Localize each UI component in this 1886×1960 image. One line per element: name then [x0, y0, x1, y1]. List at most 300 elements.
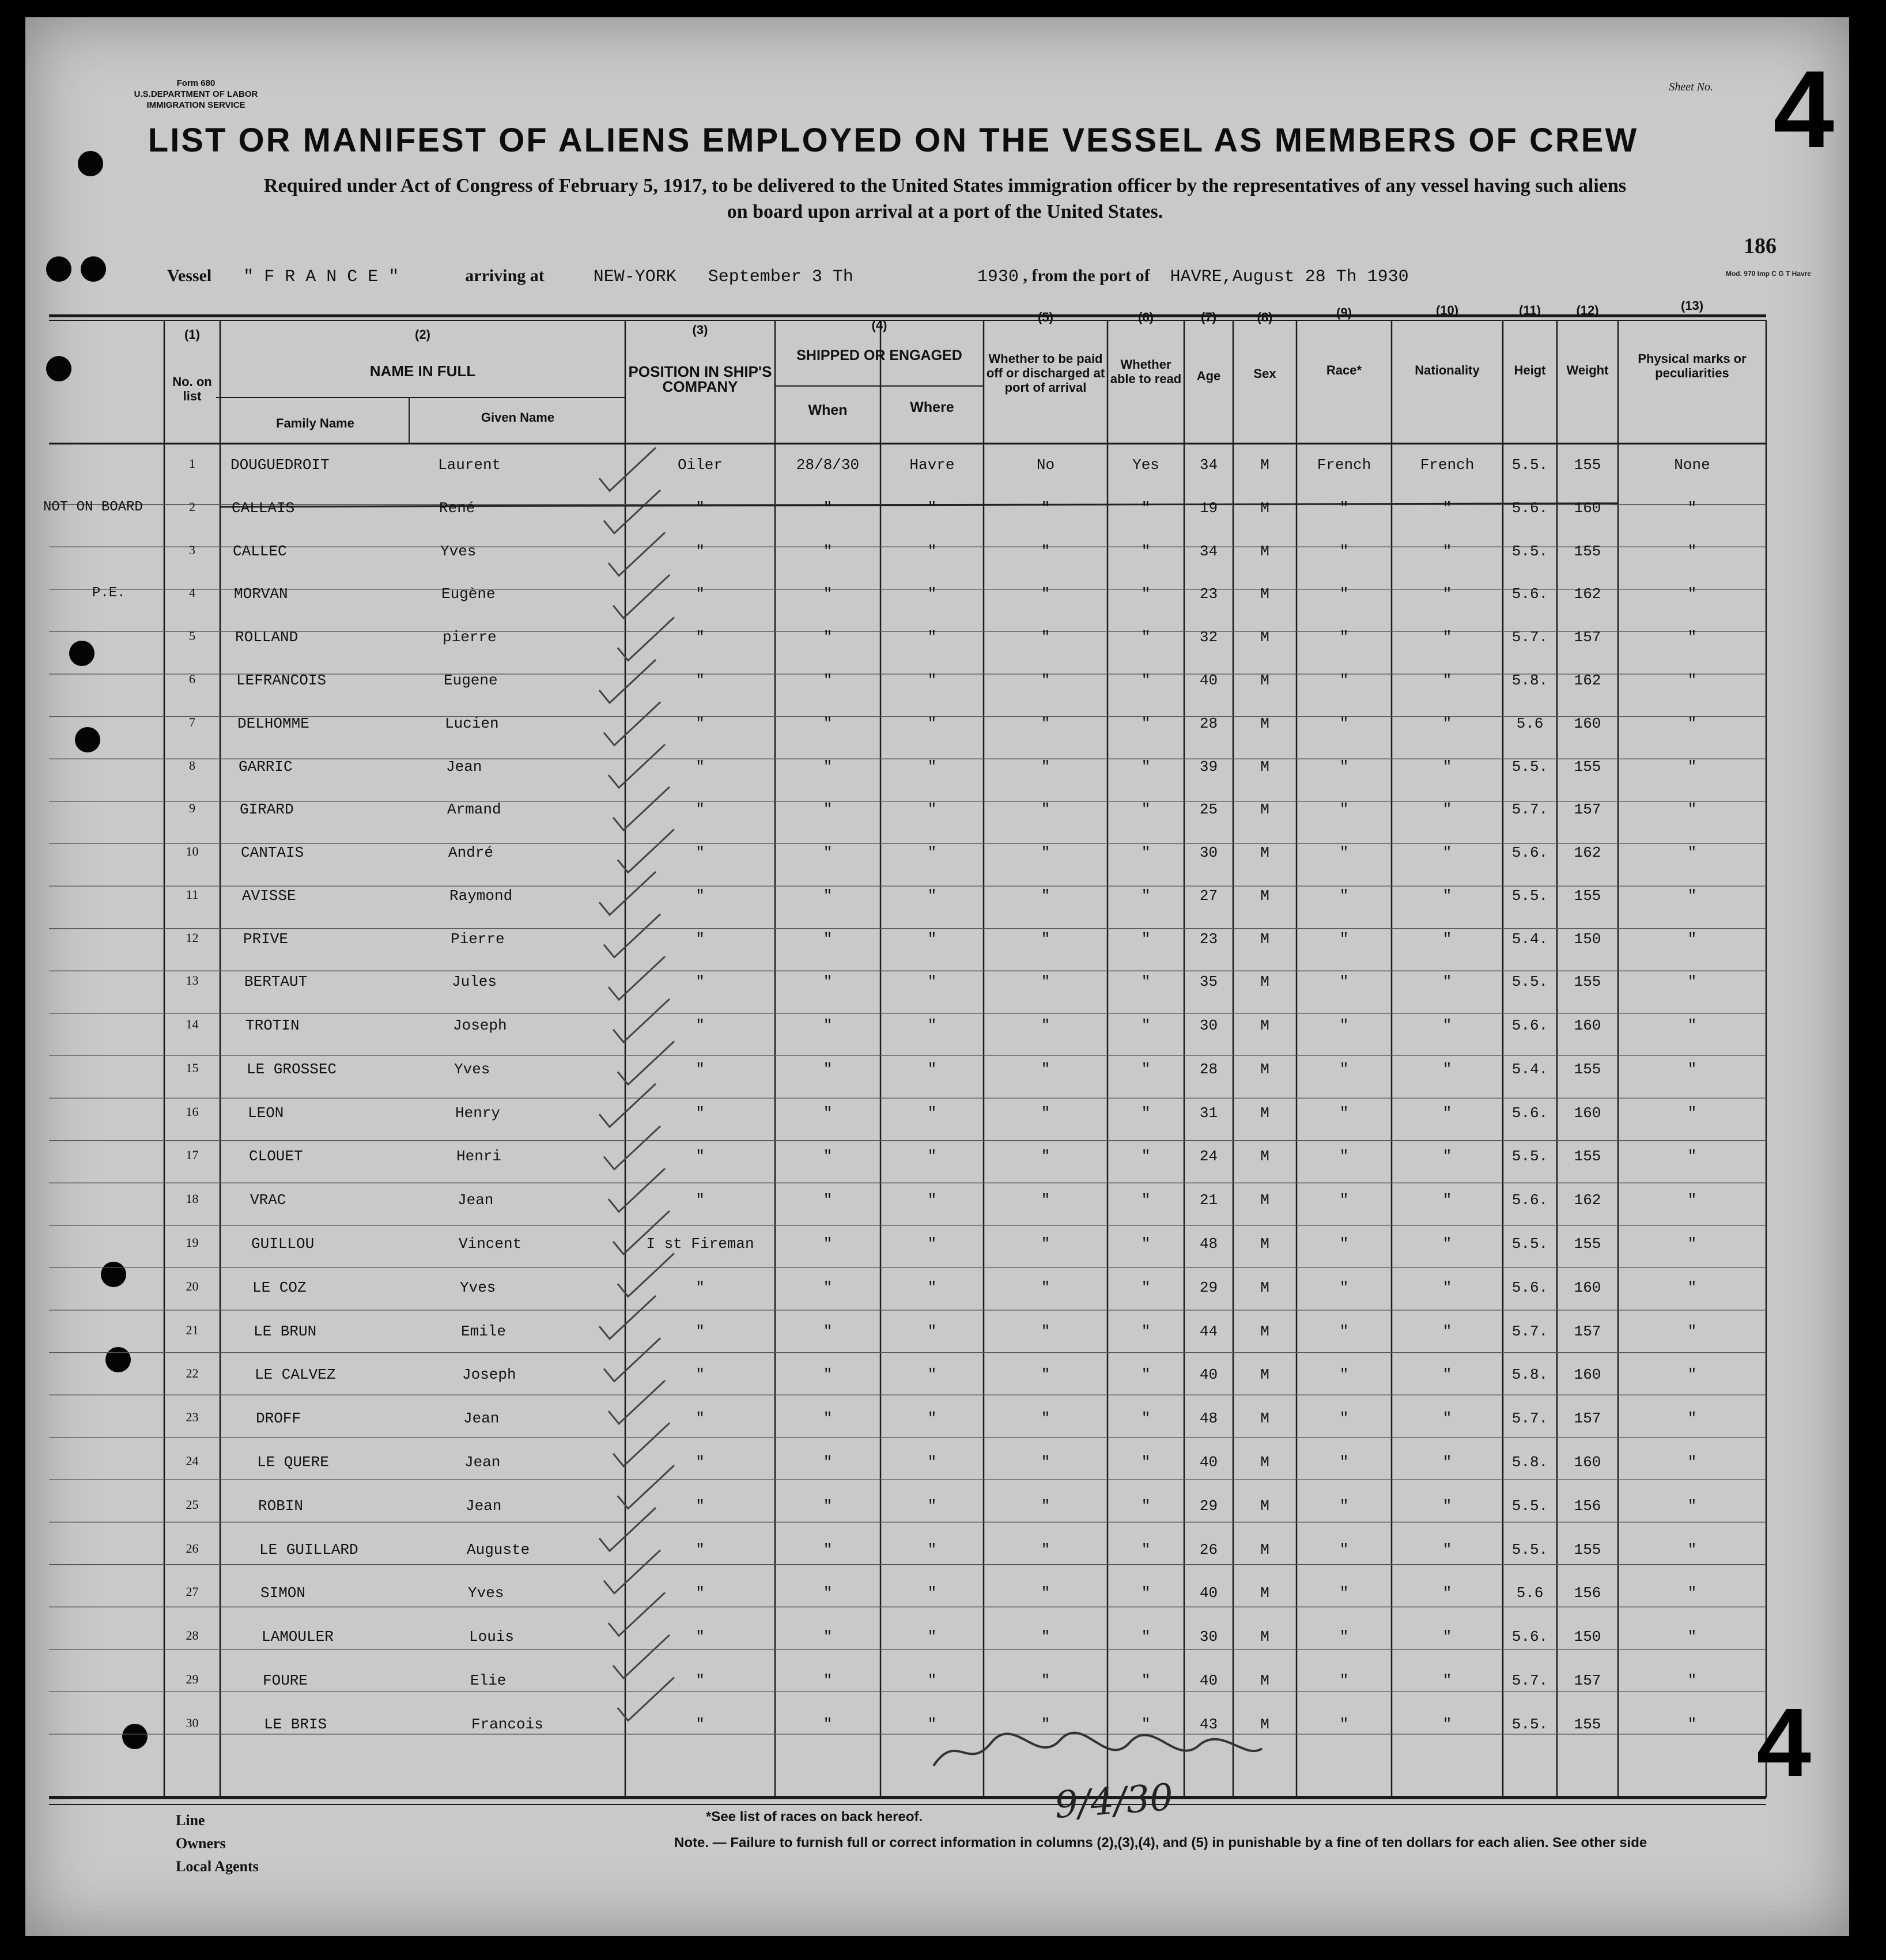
- weight: 157: [1574, 1322, 1601, 1340]
- print-mark: Mod. 970 Imp C G T Havre: [1725, 270, 1811, 278]
- line-label: Line: [176, 1812, 205, 1829]
- race: ": [1339, 1715, 1349, 1733]
- subtitle-line-2: on board upon arrival at a port of the United States.: [727, 201, 1163, 222]
- nationality: ": [1442, 1672, 1452, 1689]
- age: 48: [1199, 1410, 1218, 1428]
- weight: 156: [1574, 1497, 1601, 1515]
- race: ": [1339, 973, 1349, 991]
- paid-off: ": [1041, 1148, 1050, 1166]
- given-name: Pierre: [451, 930, 505, 948]
- weight: 155: [1574, 973, 1601, 991]
- age: 40: [1199, 1584, 1218, 1602]
- age: 19: [1199, 499, 1218, 517]
- able-to-read: ": [1141, 1017, 1151, 1034]
- from-label: , from the port of: [1023, 266, 1150, 285]
- sex: M: [1260, 844, 1269, 862]
- weight: 155: [1574, 1235, 1601, 1253]
- position: I st Fireman: [646, 1235, 754, 1253]
- sex: M: [1260, 801, 1269, 819]
- shipped-when: ": [823, 1366, 833, 1384]
- able-to-read: ": [1141, 1541, 1151, 1558]
- nationality: ": [1442, 672, 1452, 689]
- able-to-read: Yes: [1132, 456, 1159, 474]
- physical-marks: ": [1687, 1584, 1697, 1602]
- family-name: CANTAIS: [241, 844, 304, 862]
- row-number: 23: [186, 1410, 199, 1425]
- position: ": [696, 1410, 705, 1428]
- weight: 156: [1574, 1584, 1601, 1602]
- col1-number: (1): [184, 327, 200, 342]
- family-name: VRAC: [250, 1191, 286, 1209]
- sex: M: [1260, 1235, 1269, 1253]
- vessel-label: Vessel: [167, 266, 212, 285]
- able-to-read: ": [1141, 758, 1151, 775]
- weight: 155: [1574, 1715, 1601, 1733]
- nationality: ": [1442, 1366, 1452, 1384]
- physical-marks: ": [1687, 1278, 1697, 1296]
- height: 5.7.: [1511, 629, 1548, 646]
- height: 5.5.: [1511, 542, 1548, 560]
- race: ": [1339, 887, 1349, 905]
- shipped-when: ": [823, 585, 833, 603]
- physical-marks: ": [1687, 629, 1697, 646]
- height: 5.6.: [1511, 1278, 1548, 1296]
- nationality: ": [1442, 1715, 1452, 1733]
- age: 35: [1199, 973, 1218, 991]
- position: ": [696, 1628, 705, 1646]
- row-number: 7: [189, 714, 195, 729]
- paid-off: ": [1041, 887, 1050, 905]
- age: 43: [1199, 1715, 1218, 1733]
- height: 5.6.: [1511, 1104, 1548, 1122]
- nationality: ": [1442, 1191, 1452, 1209]
- nationality: ": [1442, 1017, 1452, 1034]
- physical-marks: ": [1687, 672, 1697, 689]
- family-name: BERTAUT: [244, 973, 308, 991]
- sex: M: [1260, 499, 1269, 517]
- shipped-when: ": [823, 887, 833, 905]
- date-stamp: 9/4/30: [1053, 1776, 1175, 1827]
- family-name: FOURE: [263, 1672, 308, 1689]
- able-to-read: ": [1141, 1410, 1151, 1428]
- list-code: 186: [1744, 234, 1777, 258]
- shipped-where: ": [927, 542, 937, 560]
- shipped-when: ": [823, 1278, 833, 1296]
- height: 5.6.: [1511, 585, 1548, 603]
- row-number: 27: [186, 1584, 199, 1599]
- physical-marks: ": [1687, 1017, 1697, 1034]
- col9-number: (9): [1336, 305, 1352, 320]
- owners-label: Owners: [176, 1835, 226, 1852]
- age: 21: [1199, 1191, 1218, 1209]
- col2a-header: Family Name: [276, 416, 354, 430]
- able-to-read: ": [1141, 1191, 1151, 1209]
- height: 5.4.: [1511, 1060, 1548, 1078]
- weight: 155: [1574, 542, 1601, 560]
- sex: M: [1260, 542, 1269, 560]
- height: 5.7.: [1511, 801, 1548, 819]
- sheet-label: Sheet No.: [1669, 81, 1713, 93]
- family-name: LE GUILLARD: [259, 1541, 358, 1558]
- paid-off: ": [1041, 542, 1050, 560]
- race: ": [1339, 499, 1349, 517]
- sex: M: [1260, 672, 1269, 689]
- able-to-read: ": [1141, 499, 1151, 517]
- weight: 155: [1574, 758, 1601, 775]
- able-to-read: ": [1141, 1715, 1151, 1733]
- position: ": [696, 1454, 705, 1471]
- col2b-header: Given Name: [481, 410, 555, 425]
- given-name: Henri: [456, 1148, 502, 1166]
- physical-marks: ": [1687, 1454, 1697, 1471]
- nationality: ": [1442, 629, 1452, 646]
- height: 5.4.: [1511, 930, 1548, 948]
- given-name: Lucien: [445, 714, 499, 732]
- shipped-when: ": [823, 1541, 833, 1558]
- physical-marks: ": [1687, 542, 1697, 560]
- weight: 155: [1574, 456, 1601, 474]
- shipped-where: Havre: [909, 456, 955, 474]
- family-name: TROTIN: [245, 1017, 300, 1034]
- position: ": [696, 973, 705, 991]
- able-to-read: ": [1141, 1322, 1151, 1340]
- able-to-read: ": [1141, 844, 1151, 862]
- race: ": [1339, 1672, 1349, 1689]
- position: ": [696, 585, 705, 603]
- physical-marks: ": [1687, 801, 1697, 819]
- weight: 157: [1574, 629, 1601, 646]
- able-to-read: ": [1141, 1278, 1151, 1296]
- able-to-read: ": [1141, 1497, 1151, 1515]
- shipped-when: ": [823, 1148, 833, 1166]
- shipped-when: ": [823, 844, 833, 862]
- physical-marks: ": [1687, 1672, 1697, 1689]
- nationality: ": [1442, 973, 1452, 991]
- position: ": [696, 930, 705, 948]
- shipped-where: ": [927, 1454, 937, 1471]
- given-name: Jean: [464, 1454, 501, 1471]
- nationality: ": [1442, 1104, 1452, 1122]
- family-name: ROBIN: [258, 1497, 304, 1515]
- race: ": [1339, 672, 1349, 689]
- row-number: 2: [189, 499, 195, 514]
- sex: M: [1260, 1322, 1269, 1340]
- shipped-where: ": [927, 1322, 937, 1340]
- given-name: Eugène: [441, 585, 496, 603]
- col10-header: Nationality: [1415, 363, 1480, 377]
- weight: 160: [1574, 1278, 1601, 1296]
- nationality: ": [1442, 1628, 1452, 1646]
- physical-marks: ": [1687, 1410, 1697, 1428]
- arrival-date: September 3 Th: [708, 267, 853, 287]
- weight: 155: [1574, 1541, 1601, 1558]
- nationality: ": [1442, 585, 1452, 603]
- family-name: AVISSE: [242, 887, 296, 905]
- shipped-when: ": [823, 1672, 833, 1689]
- height: 5.7.: [1511, 1410, 1548, 1428]
- shipped-where: ": [927, 887, 937, 905]
- family-name: GIRARD: [240, 801, 294, 819]
- given-name: Jean: [466, 1497, 502, 1515]
- race: ": [1339, 1541, 1349, 1558]
- weight: 157: [1574, 1672, 1601, 1689]
- family-name: LE BRIS: [264, 1715, 327, 1733]
- shipped-where: ": [927, 1060, 937, 1078]
- col4-number: (4): [871, 318, 887, 332]
- height: 5.5.: [1511, 973, 1548, 991]
- race: ": [1339, 629, 1349, 646]
- shipped-when: ": [823, 801, 833, 819]
- given-name: Henry: [455, 1104, 501, 1122]
- paid-off: ": [1041, 758, 1050, 775]
- given-name: Yves: [468, 1584, 504, 1602]
- paid-off: ": [1041, 1104, 1050, 1122]
- age: 40: [1199, 672, 1218, 689]
- sex: M: [1260, 973, 1269, 991]
- shipped-when: ": [823, 1104, 833, 1122]
- physical-marks: ": [1687, 1104, 1697, 1122]
- col11-number: (11): [1519, 303, 1541, 317]
- shipped-where: ": [927, 672, 937, 689]
- given-name: Emile: [461, 1322, 507, 1340]
- height: 5.5.: [1511, 1235, 1548, 1253]
- shipped-where: ": [927, 1191, 937, 1209]
- able-to-read: ": [1141, 672, 1151, 689]
- penalty-note: Note. — Failure to furnish full or correct information in columns (2),(3),(4), and (5) in punishable by a fine of ten dollars for each alien. See other side: [674, 1835, 1647, 1851]
- nationality: ": [1442, 499, 1452, 517]
- shipped-when: ": [823, 1410, 833, 1428]
- given-name: Francois: [471, 1715, 543, 1733]
- paid-off: ": [1041, 973, 1050, 991]
- position: ": [696, 1278, 705, 1296]
- col4a-header: When: [808, 402, 848, 418]
- able-to-read: ": [1141, 1235, 1151, 1253]
- height: 5.5.: [1511, 456, 1548, 474]
- given-name: pierre: [443, 629, 497, 646]
- col3-number: (3): [692, 323, 708, 337]
- shipped-when: ": [823, 930, 833, 948]
- position: ": [696, 844, 705, 862]
- height: 5.5.: [1511, 758, 1548, 775]
- weight: 155: [1574, 887, 1601, 905]
- family-name: PRIVE: [243, 930, 289, 948]
- family-name: LE CALVEZ: [255, 1366, 336, 1384]
- race: ": [1339, 1060, 1349, 1078]
- physical-marks: ": [1687, 1191, 1697, 1209]
- row-number: 10: [186, 844, 199, 859]
- race: ": [1339, 585, 1349, 603]
- position: ": [696, 1104, 705, 1122]
- position: ": [696, 629, 705, 646]
- given-name: Yves: [454, 1060, 490, 1078]
- shipped-when: ": [823, 499, 833, 517]
- nationality: ": [1442, 1235, 1452, 1253]
- sex: M: [1260, 1497, 1269, 1515]
- shipped-when: ": [823, 1584, 833, 1602]
- given-name: Auguste: [467, 1541, 530, 1558]
- height: 5.8.: [1511, 672, 1548, 689]
- paid-off: ": [1041, 1541, 1050, 1558]
- col3-header: POSITION IN SHIP'S COMPANY: [628, 363, 772, 395]
- sex: M: [1260, 629, 1269, 646]
- race: ": [1339, 1454, 1349, 1471]
- row-number: 24: [186, 1454, 199, 1468]
- sex: M: [1260, 456, 1269, 474]
- family-name: LE GROSSEC: [247, 1060, 337, 1078]
- height: 5.6.: [1511, 1017, 1548, 1034]
- age: 28: [1199, 714, 1218, 732]
- given-name: Laurent: [438, 456, 501, 474]
- able-to-read: ": [1141, 1672, 1151, 1689]
- signature-scrawl: [922, 1726, 1268, 1777]
- height: 5.8.: [1511, 1454, 1548, 1471]
- race: ": [1339, 1017, 1349, 1034]
- nationality: ": [1442, 1454, 1452, 1471]
- able-to-read: ": [1141, 1628, 1151, 1646]
- family-name: CALLEC: [233, 542, 287, 560]
- age: 40: [1199, 1672, 1218, 1689]
- given-name: Eugene: [444, 672, 498, 689]
- race: ": [1339, 1104, 1349, 1122]
- row-number: 25: [186, 1497, 199, 1512]
- able-to-read: ": [1141, 1584, 1151, 1602]
- position: ": [696, 1497, 705, 1515]
- height: 5.6: [1516, 714, 1544, 732]
- sex: M: [1260, 1541, 1269, 1558]
- able-to-read: ": [1141, 973, 1151, 991]
- weight: 155: [1574, 1148, 1601, 1166]
- race: ": [1339, 1148, 1349, 1166]
- weight: 160: [1574, 1454, 1601, 1471]
- sheet-number: 4: [1773, 48, 1834, 171]
- row-number: 16: [186, 1104, 199, 1119]
- vessel-name: " F R A N C E ": [243, 267, 399, 287]
- shipped-when: ": [823, 758, 833, 775]
- age: 24: [1199, 1148, 1218, 1166]
- shipped-where: ": [927, 1497, 937, 1515]
- age: 34: [1199, 542, 1218, 560]
- race: ": [1339, 1584, 1349, 1602]
- given-name: Jules: [452, 973, 497, 991]
- shipped-where: ": [927, 629, 937, 646]
- shipped-where: ": [927, 930, 937, 948]
- position: Oiler: [677, 456, 723, 474]
- shipped-when: ": [823, 1497, 833, 1515]
- race: ": [1339, 1191, 1349, 1209]
- shipped-where: ": [927, 1278, 937, 1296]
- able-to-read: ": [1141, 801, 1151, 819]
- row-number: 19: [186, 1235, 199, 1250]
- race: ": [1339, 1278, 1349, 1296]
- paid-off: ": [1041, 1454, 1050, 1471]
- age: 40: [1199, 1454, 1218, 1471]
- physical-marks: ": [1687, 1497, 1697, 1515]
- row-number: 11: [186, 887, 199, 902]
- paid-off: ": [1041, 844, 1050, 862]
- shipped-when: ": [823, 1628, 833, 1646]
- sex: M: [1260, 758, 1269, 775]
- paid-off: ": [1041, 714, 1050, 732]
- family-name: DOUGUEDROIT: [230, 456, 330, 474]
- shipped-where: ": [927, 585, 937, 603]
- sex: M: [1260, 1715, 1269, 1733]
- agents-label: Local Agents: [176, 1858, 259, 1875]
- position: ": [696, 1017, 705, 1034]
- age: 28: [1199, 1060, 1218, 1078]
- paid-off: ": [1041, 1235, 1050, 1253]
- physical-marks: ": [1687, 1366, 1697, 1384]
- given-name: Jean: [458, 1191, 494, 1209]
- nationality: ": [1442, 714, 1452, 732]
- shipped-where: ": [927, 499, 937, 517]
- nationality: ": [1442, 1410, 1452, 1428]
- given-name: Elie: [470, 1672, 507, 1689]
- physical-marks: None: [1674, 456, 1710, 474]
- race: ": [1339, 758, 1349, 775]
- paid-off: ": [1041, 1060, 1050, 1078]
- given-name: Yves: [440, 542, 477, 560]
- col4b-header: Where: [910, 399, 954, 415]
- shipped-where: ": [927, 1584, 937, 1602]
- height: 5.5.: [1511, 1497, 1548, 1515]
- weight: 157: [1574, 1410, 1601, 1428]
- physical-marks: ": [1687, 844, 1697, 862]
- able-to-read: ": [1141, 1366, 1151, 1384]
- age: 30: [1199, 844, 1218, 862]
- able-to-read: ": [1141, 887, 1151, 905]
- position: ": [696, 1148, 705, 1166]
- weight: 162: [1574, 672, 1601, 689]
- sex: M: [1260, 1148, 1269, 1166]
- sex: M: [1260, 1278, 1269, 1296]
- shipped-when: ": [823, 1017, 833, 1034]
- physical-marks: ": [1687, 1148, 1697, 1166]
- col2-number: (2): [415, 327, 430, 342]
- row-number: 26: [186, 1541, 199, 1556]
- service-name: IMMIGRATION SERVICE: [146, 100, 245, 110]
- height: 5.6: [1516, 1584, 1544, 1602]
- able-to-read: ": [1141, 585, 1151, 603]
- family-name: LE COZ: [252, 1278, 307, 1296]
- sheet-number-bottom: 4: [1756, 1688, 1811, 1798]
- physical-marks: ": [1687, 585, 1697, 603]
- age: 29: [1199, 1497, 1218, 1515]
- nationality: ": [1442, 930, 1452, 948]
- height: 5.5.: [1511, 1541, 1548, 1558]
- height: 5.5.: [1511, 887, 1548, 905]
- paid-off: ": [1041, 585, 1050, 603]
- age: 30: [1199, 1017, 1218, 1034]
- age: 23: [1199, 585, 1218, 603]
- position: ": [696, 672, 705, 689]
- row-number: 21: [186, 1322, 199, 1337]
- shipped-where: ": [927, 1235, 937, 1253]
- physical-marks: ": [1687, 1060, 1697, 1078]
- col6-number: (6): [1138, 310, 1154, 324]
- weight: 162: [1574, 585, 1601, 603]
- paid-off: ": [1041, 672, 1050, 689]
- sex: M: [1260, 1454, 1269, 1471]
- position: ": [696, 1541, 705, 1558]
- height: 5.6.: [1511, 499, 1548, 517]
- weight: 160: [1574, 1104, 1601, 1122]
- paid-off: ": [1041, 1191, 1050, 1209]
- shipped-where: ": [927, 844, 937, 862]
- paid-off: ": [1041, 930, 1050, 948]
- col5-header: Whether to be paid off or discharged at port of arrival: [986, 351, 1105, 395]
- paid-off: ": [1041, 1278, 1050, 1296]
- paid-off: ": [1041, 1366, 1050, 1384]
